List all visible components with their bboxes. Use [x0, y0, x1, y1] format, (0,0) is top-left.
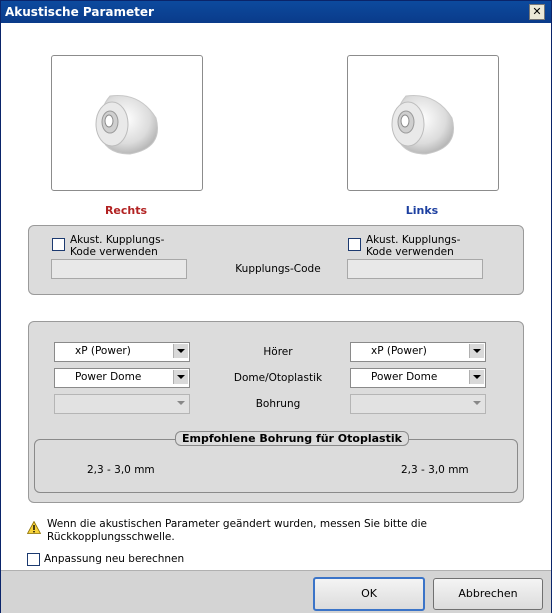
warning-text: Wenn die akustischen Parameter geändert wurden, messen Sie bitte die Rückkopplungsschwelle.: [47, 518, 427, 543]
chevron-down-icon: [174, 396, 188, 410]
left-side-label: Links: [405, 204, 439, 217]
recommended-vent-group: [34, 432, 518, 493]
chevron-down-icon: [173, 370, 188, 384]
vent-label: Bohrung: [255, 398, 301, 410]
left-dome-select[interactable]: [350, 368, 486, 388]
left-coupling-checkbox[interactable]: [348, 238, 361, 251]
chevron-down-icon: [469, 370, 484, 384]
right-coupling-checkbox-label: Akust. Kupplungs- Kode verwenden: [70, 234, 165, 258]
warning-icon: [27, 521, 41, 534]
left-receiver-value: xP (Power): [371, 345, 427, 357]
cancel-button[interactable]: Abbrechen: [433, 578, 543, 610]
chevron-down-icon: [470, 396, 484, 410]
right-vent-select[interactable]: [54, 394, 190, 414]
left-dome-image: [347, 55, 499, 191]
left-dome-value: Power Dome: [371, 371, 438, 383]
right-coupling-checkbox[interactable]: [52, 238, 65, 251]
title-bar: [1, 1, 551, 23]
dome-icon: [386, 88, 460, 158]
left-vent-select[interactable]: [350, 394, 486, 414]
dome-icon: [90, 88, 164, 158]
coupling-panel: [28, 225, 524, 295]
recalculate-label: Anpassung neu berechnen: [44, 553, 185, 565]
chevron-down-icon: [173, 344, 188, 358]
left-recommended-vent-value: 2,3 - 3,0 mm: [401, 464, 469, 476]
right-recommended-vent-value: 2,3 - 3,0 mm: [87, 464, 155, 476]
recalculate-checkbox[interactable]: [27, 553, 40, 566]
button-bar: [1, 570, 551, 613]
coupling-code-label: Kupplungs-Code: [235, 263, 321, 275]
dome-label: Dome/Otoplastik: [233, 372, 323, 384]
receiver-label: Hörer: [263, 346, 293, 358]
chevron-down-icon: [469, 344, 484, 358]
right-side-label: Rechts: [104, 204, 148, 217]
close-button[interactable]: ✕: [529, 4, 545, 20]
window-title: Akustische Parameter: [5, 5, 154, 19]
left-coupling-checkbox-label: Akust. Kupplungs- Kode verwenden: [366, 234, 461, 258]
left-receiver-select[interactable]: [350, 342, 486, 362]
right-dome-select[interactable]: [54, 368, 190, 388]
ok-button[interactable]: OK: [313, 577, 425, 611]
right-dome-image: [51, 55, 203, 191]
recommended-vent-title: Empfohlene Bohrung für Otoplastik: [175, 431, 409, 446]
right-coupling-code-field[interactable]: [51, 259, 187, 279]
right-receiver-value: xP (Power): [75, 345, 131, 357]
right-dome-value: Power Dome: [75, 371, 142, 383]
left-coupling-code-field[interactable]: [347, 259, 483, 279]
right-receiver-select[interactable]: [54, 342, 190, 362]
